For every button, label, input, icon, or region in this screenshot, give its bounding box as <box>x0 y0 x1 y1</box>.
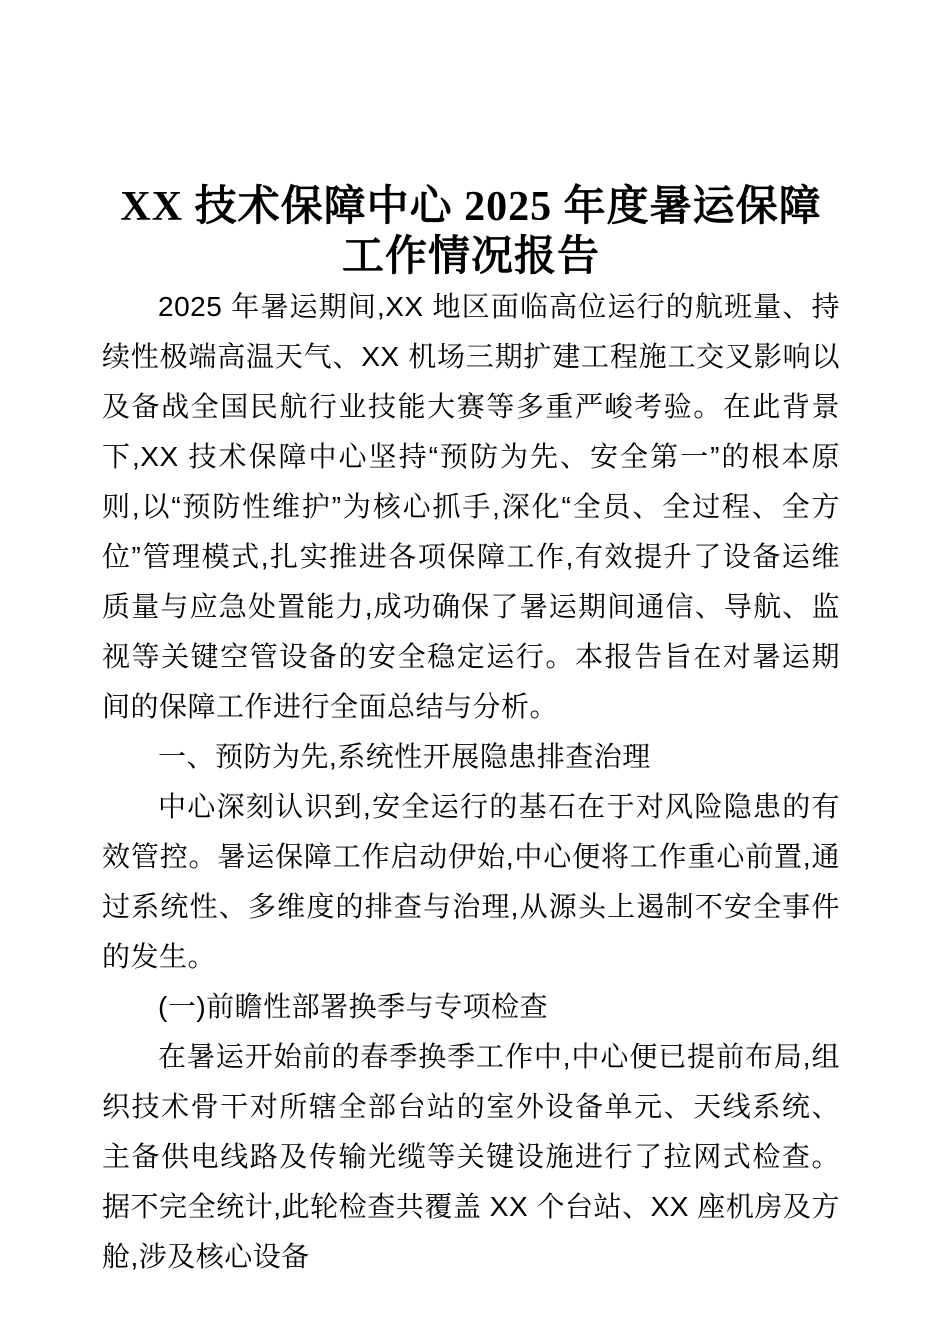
document-body <box>102 282 840 1282</box>
document-title: XX 技术保障中心 2025 年度暑运保障工作情况报告 <box>120 184 822 280</box>
paragraph-intro: 2025 年暑运期间,XX 地区面临高位运行的航班量、持续性极端高温天气、XX 机场三期扩建工程施工交叉影响以及备战全国民航行业技能大赛等多重严峻考验。在此背景下,XX 技术保障中心坚持“预防为先、安全第一”的根本原则,以“预防性维护”为核心抓手,深化“全员、全过程、全方位”管理模式,扎实推进各项保障工作,有效提升了设备运维质量与应急处置能力,成功确保了暑运期间通信、导航、监视等关键空管设备的安全稳定运行。本报告旨在对暑运期间的保障工作进行全面总结与分析。 <box>102 291 840 722</box>
paragraph-subsection-1-1: 在暑运开始前的春季换季工作中,中心便已提前布局,组织技术骨干对所辖全部台站的室外设备单元、天线系统、主备供电线路及传输光缆等关键设施进行了拉网式检查。据不完全统计,此轮检查共覆盖 XX 个台站、XX 座机房及方舱,涉及核心设备 <box>102 1041 840 1272</box>
section-heading-1: 一、预防为先,系统性开展隐患排查治理 <box>158 741 651 772</box>
paragraph-section-1-intro: 中心深刻认识到,安全运行的基石在于对风险隐患的有效管控。暑运保障工作启动伊始,中心便将工作重心前置,通过系统性、多维度的排查与治理,从源头上遏制不安全事件的发生。 <box>102 791 840 972</box>
subsection-heading-1-1: (一)前瞻性部署换季与专项检查 <box>158 991 549 1022</box>
